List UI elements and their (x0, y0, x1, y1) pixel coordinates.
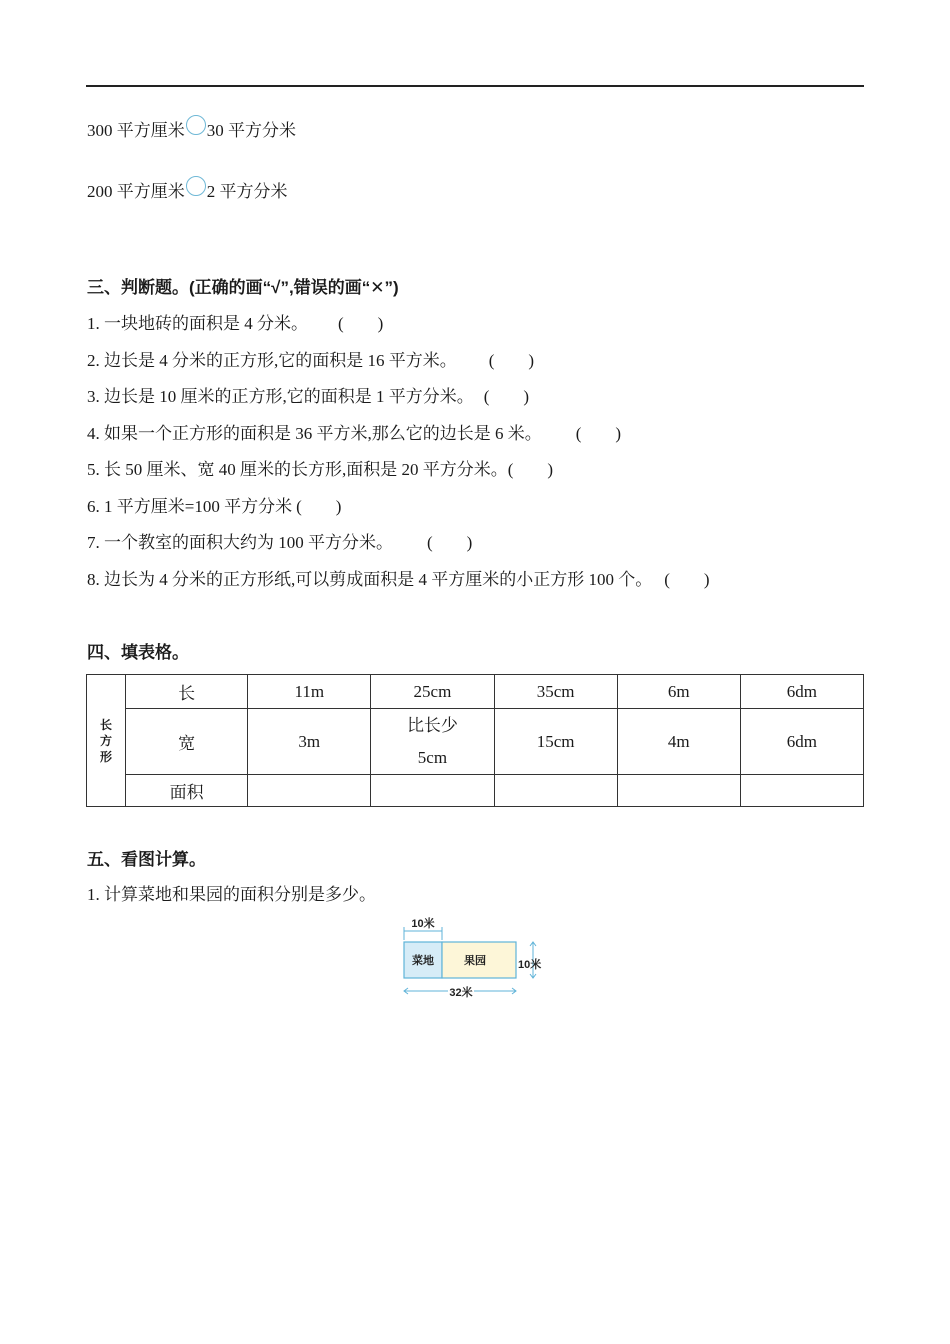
compare-row-1 (87, 120, 296, 142)
compare-row-2 (87, 181, 288, 203)
top-rule (86, 85, 864, 87)
bottom-dimension-label: 32米 (449, 987, 473, 999)
table-row-width (87, 709, 864, 775)
orchard-plot-label: 果园 (464, 955, 486, 967)
compare-circle-blank[interactable] (186, 115, 206, 135)
judge-item-text: 5. 长 50 厘米、宽 40 厘米的长方形,面积是 20 平方分米。 (87, 460, 508, 479)
answer-cell[interactable] (494, 775, 617, 807)
judge-item-text: 7. 一个教室的面积大约为 100 平方分米。 (87, 533, 393, 552)
judge-item-7 (87, 532, 472, 554)
compare-circle-blank[interactable] (186, 176, 206, 196)
table-row-length (87, 675, 864, 709)
compare-left: 300 平方厘米 (87, 121, 185, 140)
judge-item-4 (87, 423, 621, 445)
table-cell: 11m (248, 675, 371, 709)
answer-paren[interactable]: ( ) (296, 497, 342, 516)
compare-right: 2 平方分米 (206, 182, 288, 201)
compare-left: 200 平方厘米 (87, 182, 185, 201)
table-cell-line: 5cm (417, 747, 448, 767)
answer-paren[interactable]: ( ) (575, 424, 622, 443)
answer-cell[interactable] (740, 775, 863, 807)
judge-item-1 (87, 313, 383, 335)
table-cell: 35cm (494, 675, 617, 709)
judge-item-text: 1. 一块地砖的面积是 4 分米。 (87, 314, 308, 333)
judge-item-text: 3. 边长是 10 厘米的正方形,它的面积是 1 平方分米。 (87, 387, 474, 406)
judge-item-8 (87, 569, 710, 591)
judge-item-text: 4. 如果一个正方形的面积是 36 平方米,那么它的边长是 6 米。 (87, 424, 542, 443)
judge-item-5 (87, 459, 553, 481)
group-label: 长方形 (100, 717, 113, 764)
answer-paren[interactable]: ( ) (427, 533, 473, 552)
table-cell (371, 709, 494, 775)
table-cell: 6dm (740, 709, 863, 775)
answer-paren[interactable]: ( ) (664, 570, 710, 589)
row-label: 面积 (126, 775, 248, 807)
answer-cell[interactable] (248, 775, 371, 807)
row-label: 宽 (126, 709, 248, 775)
row-label: 长 (126, 675, 248, 709)
answer-paren[interactable]: ( ) (483, 387, 530, 406)
judge-item-text: 2. 边长是 4 分米的正方形,它的面积是 16 平方米。 (87, 351, 457, 370)
table-cell: 3m (248, 709, 371, 775)
vegetable-plot-label: 菜地 (412, 955, 434, 967)
section4-title: 四、填表格。 (87, 643, 189, 662)
answer-cell[interactable] (617, 775, 740, 807)
answer-paren[interactable]: ( ) (488, 351, 535, 370)
right-dimension-label: 10米 (518, 959, 542, 971)
compare-right: 30 平方分米 (206, 121, 296, 140)
section5-question-1: 1. 计算菜地和果园的面积分别是多少。 (87, 885, 376, 904)
group-label-cell (87, 675, 126, 807)
table-cell: 6dm (740, 675, 863, 709)
section3-title: 三、判断题。(正确的画“√”,错误的画“✕”) (87, 278, 399, 297)
judge-item-text: 6. 1 平方厘米=100 平方分米 (87, 497, 293, 516)
answer-paren[interactable]: ( ) (507, 460, 554, 479)
table-cell: 25cm (371, 675, 494, 709)
table-row-area (87, 775, 864, 807)
top-dimension-label: 10米 (411, 918, 435, 930)
answer-cell[interactable] (371, 775, 494, 807)
garden-diagram (398, 916, 550, 1000)
judge-item-6 (87, 496, 341, 518)
judge-item-2 (87, 350, 534, 372)
section5-title: 五、看图计算。 (87, 850, 206, 869)
judge-item-text: 8. 边长为 4 分米的正方形纸,可以剪成面积是 4 平方厘米的小正方形 100 个。 (87, 570, 653, 589)
answer-paren[interactable]: ( ) (338, 314, 384, 333)
table-cell: 6m (617, 675, 740, 709)
rectangle-table (86, 674, 864, 807)
judge-item-3 (87, 386, 529, 408)
table-cell-line: 比长少 (406, 715, 458, 735)
table-cell: 4m (617, 709, 740, 775)
table-cell: 15cm (494, 709, 617, 775)
